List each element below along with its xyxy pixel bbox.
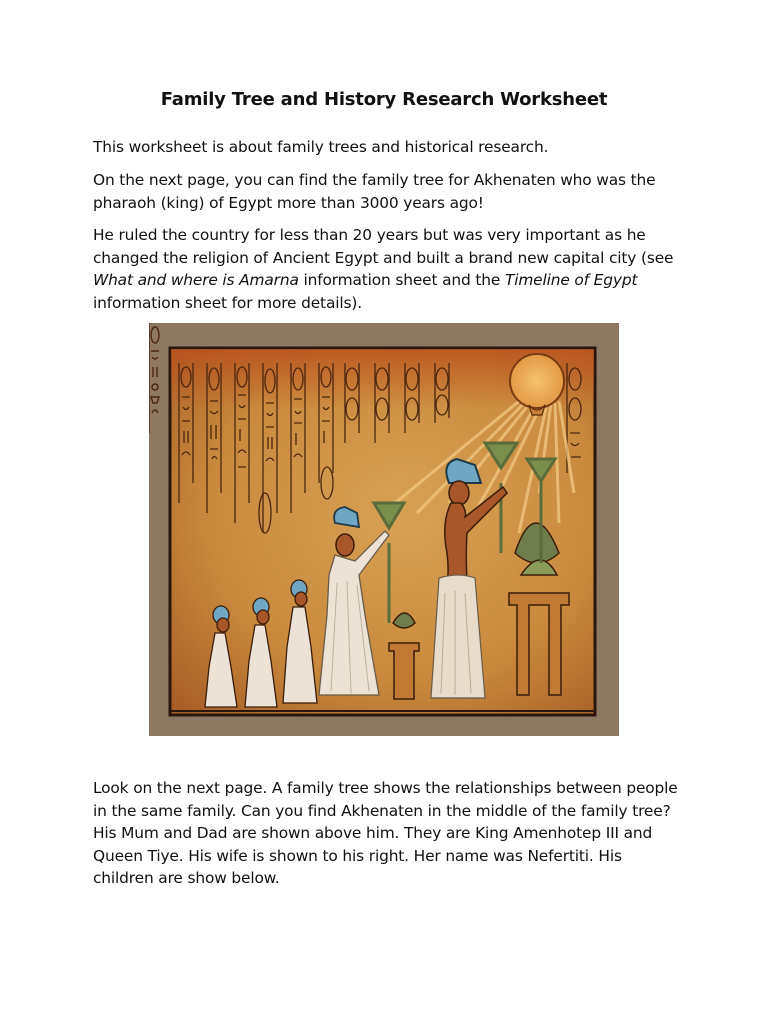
page-title: Family Tree and History Research Worksheet xyxy=(160,89,608,110)
intro-paragraph: This worksheet is about family trees and historical research. xyxy=(93,138,549,156)
religion-paragraph xyxy=(93,224,683,314)
akhenaten-paragraph: On the next page, you can find the family tree for Akhenaten who was the pharaoh (king) of Egypt more than 3000 years ago! xyxy=(93,171,656,212)
hieroglyph-columns xyxy=(149,323,159,433)
family-tree-paragraph: Look on the next page. A family tree shows the relationships between people in the same family. Can you find Akhenaten in the middle of the family tree? His Mum and Dad are shown above him. They are King Amenhotep III and Queen Tiye. His wife is shown to his right. Her name was Nefertiti. His children are show below. xyxy=(93,779,678,887)
amarna-sheet-title: What and where is Amarna xyxy=(93,271,299,289)
timeline-sheet-title: Timeline of Egypt xyxy=(504,271,638,289)
religion-text-2: information sheet and the xyxy=(298,271,505,289)
religion-text-1: He ruled the country for less than 20 years but was very important as he changed the religion of Ancient Egypt and built a brand new capital city (see xyxy=(93,226,674,267)
egyptian-relief-artwork xyxy=(149,323,619,736)
akhenaten-family-illustration xyxy=(149,323,619,736)
religion-text-3: information sheet for more details). xyxy=(93,293,362,312)
